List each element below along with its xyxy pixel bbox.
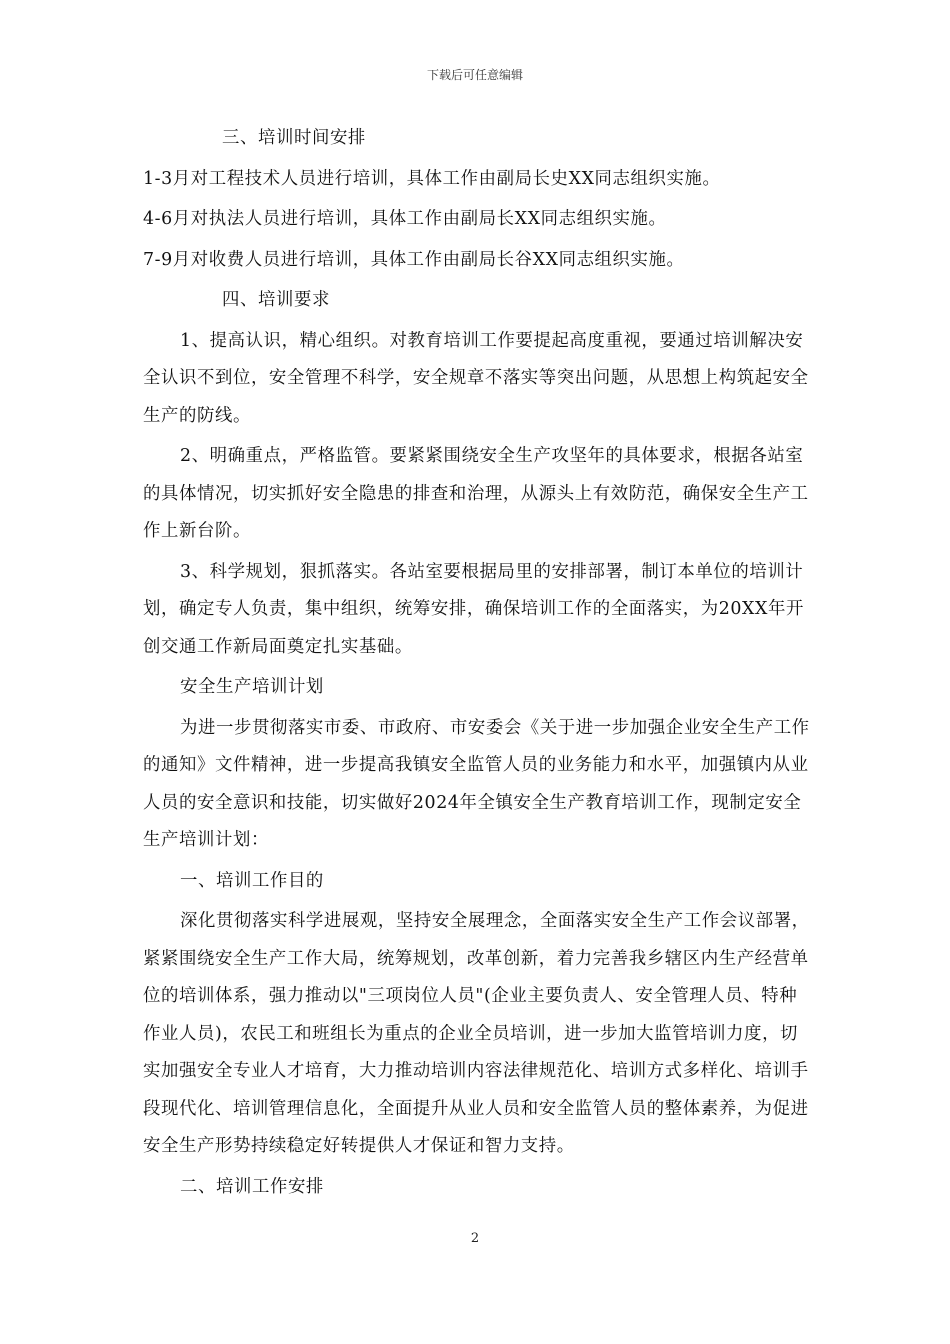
requirement-paragraph-3: 3、科学规划，狠抓落实。各站室要根据局里的安排部署，制订本单位的培训计划，确定专人负责，集中组织，统筹安排，确保培训工作的全面落实，为20XX年开创交通工作新局面奠定扎实基础。 (143, 561, 804, 657)
document-body (143, 120, 811, 1206)
requirement-paragraph-2: 2、明确重点，严格监管。要紧紧围绕安全生产攻坚年的具体要求，根据各站室的具体情况，切实抓好安全隐患的排查和治理，从源头上有效防范，确保安全生产工作上新台阶。 (143, 446, 809, 541)
requirement-paragraph-1: 1、提高认识，精心组织。对教育培训工作要提起高度重视，要通过培训解决安全认识不到位，安全管理不科学，安全规章不落实等突出问题，从思想上构筑起安全生产的防线。 (143, 330, 809, 426)
section-heading-arrangement: 二、培训工作安排 (180, 1176, 324, 1197)
schedule-line-2: 4-6月对执法人员进行培训，具体工作由副局长XX同志组织实施。 (143, 209, 667, 229)
page-header-note: 下载后可任意编辑 (426, 68, 523, 82)
purpose-paragraph: 深化贯彻落实科学进展观，坚持安全展理念，全面落实安全生产工作会议部署，紧紧围绕安全生产工作大局，统筹规划，改革创新，着力完善我乡辖区内生产经营单位的培训体系，强力推动以"三项岗位人员"(企业主要负责人、安全管理人员、特种作业人员)，农民工和班组长为重点的企业全员培训，进一步加大监管培训力度，切实加强安全专业人才培育，大力推动培训内容法律规范化、培训方式多样化、培训手段现代化、培训管理信息化，全面提升从业人员和安全监管人员的整体素养，为促进安全生产形势持续稳定好转提供人才保证和智力支持。 (143, 911, 810, 1156)
section-heading-purpose: 一、培训工作目的 (180, 870, 324, 891)
page-number: 2 (470, 1231, 480, 1246)
intro-paragraph: 为进一步贯彻落实市委、市政府、市安委会《关于进一步加强企业安全生产工作的通知》文件精神，进一步提高我镇安全监管人员的业务能力和水平，加强镇内从业人员的安全意识和技能，切实做好2024年全镇安全生产教育培训工作，现制定安全生产培训计划： (143, 717, 810, 850)
schedule-line-3: 7-9月对收费人员进行培训，具体工作由副局长谷XX同志组织实施。 (143, 249, 685, 270)
schedule-line-1: 1-3月对工程技术人员进行培训，具体工作由副局长史XX同志组织实施。 (143, 168, 721, 189)
plan-title: 安全生产培训计划 (180, 677, 324, 697)
section-heading-requirements: 四、培训要求 (222, 290, 330, 310)
section-heading-schedule: 三、培训时间安排 (222, 128, 366, 148)
